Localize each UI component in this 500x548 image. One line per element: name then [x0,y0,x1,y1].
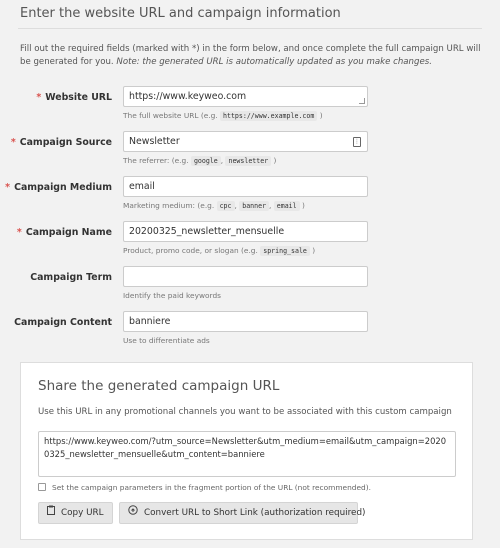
campaign-content-input[interactable]: banniere [123,311,368,332]
required-marker: * [36,92,42,103]
campaign-term-help: Identify the paid keywords [123,291,221,300]
fragment-checkbox[interactable] [38,483,46,491]
short-link-label: Convert URL to Short Link (authorization required) [144,508,366,518]
campaign-source-input[interactable]: Newsletter ⋮ [123,131,368,152]
example-code: spring_sale [260,246,310,256]
campaign-medium-input[interactable]: email [123,176,368,197]
intro-main: Fill out the required fields (marked with *) in the form below, and once complete the full campaign URL will be generated for you. [20,44,481,67]
campaign-medium-label: * Campaign Medium [5,182,112,193]
required-marker: * [16,227,22,238]
example-code: https://www.example.com [220,111,317,121]
example-code: google [191,156,221,166]
page-title: Enter the website URL and campaign information [20,6,341,21]
campaign-term-input[interactable] [123,266,368,287]
required-marker: * [5,182,11,193]
clipboard-icon [47,503,55,523]
intro-text [20,43,482,69]
title-divider [18,28,482,29]
share-panel-description: Use this URL in any promotional channels you want to be associated with this custom campaign [38,407,452,417]
campaign-name-help: Product, promo code, or slogan (e.g. spring_sale ) [123,246,316,255]
website-url-input[interactable]: https://www.keyweo.com [123,86,368,107]
short-link-button[interactable] [119,502,366,524]
website-url-help: The full website URL (e.g. https://www.example.com ) [123,111,323,120]
share-panel [20,362,473,540]
campaign-medium-help: Marketing medium: (e.g. cpc , banner , email ) [123,201,305,210]
intro-note: Note: the generated URL is automatically updated as you make changes. [116,57,432,67]
example-code: email [274,201,300,211]
required-marker: * [10,137,16,148]
autofill-icon[interactable]: ⋮ [354,138,360,145]
fragment-option[interactable] [38,483,371,492]
generated-url-textarea[interactable]: https://www.keyweo.com/?utm_source=Newsletter&utm_medium=email&utm_campaign=20200325_newsletter_mensuelle&utm_content=banniere [38,431,456,477]
fragment-checkbox-label: Set the campaign parameters in the fragment portion of the URL (not recommended). [52,483,371,492]
copy-url-button[interactable] [38,502,113,524]
resize-handle-icon[interactable] [359,98,365,104]
example-code: cpc [217,201,235,211]
website-url-label: * Website URL [36,92,112,103]
campaign-source-label: * Campaign Source [10,137,112,148]
campaign-content-help: Use to differentiate ads [123,336,210,345]
share-panel-title: Share the generated campaign URL [38,378,280,394]
campaign-term-label: Campaign Term [30,272,112,283]
copy-url-label: Copy URL [61,508,104,518]
example-code: newsletter [225,156,271,166]
example-code: banner [239,201,269,211]
campaign-name-input[interactable]: 20200325_newsletter_mensuelle [123,221,368,242]
link-icon [128,503,138,523]
campaign-content-label: Campaign Content [14,317,112,328]
campaign-source-help: The referrer: (e.g. google , newsletter ) [123,156,277,165]
campaign-name-label: * Campaign Name [16,227,112,238]
